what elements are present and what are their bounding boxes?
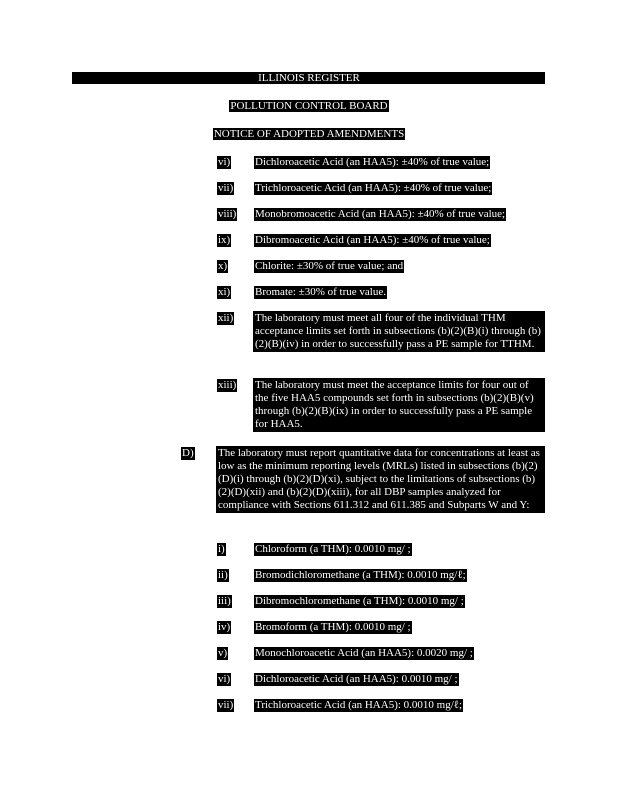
list-item: Chlorite: ±30% of true value; and bbox=[255, 260, 404, 272]
list-item: Bromate: ±30% of true value. bbox=[255, 286, 386, 298]
list-item: Monobromoacetic Acid (an HAA5): ±40% of true value; bbox=[255, 208, 506, 220]
list-marker: vi) bbox=[218, 156, 231, 168]
list-item: Monochloroacetic Acid (an HAA5): 0.0020 mg/ ; bbox=[255, 647, 473, 659]
list-item: Bromodichloromethane (a THM): 0.0010 mg/ℓ; bbox=[255, 569, 466, 581]
list-item: Chloroform (a THM): 0.0010 mg/ ; bbox=[255, 543, 411, 555]
list-item: The laboratory must meet the acceptance limits for four out of the five HAA5 compounds set forth in subsections (b)(2)(B)(v) through (b)(2)(B)(ix) in order to successfully pass a PE sample for HAA5. bbox=[253, 378, 545, 432]
list-marker: xi) bbox=[218, 286, 231, 298]
list-marker: iii) bbox=[218, 595, 231, 607]
list-marker: vii) bbox=[218, 699, 234, 711]
list-marker: x) bbox=[218, 260, 228, 272]
board-title: POLLUTION CONTROL BOARD bbox=[230, 100, 388, 112]
register-title: ILLINOIS REGISTER bbox=[258, 72, 360, 84]
list-item: Dibromochloromethane (a THM): 0.0010 mg/ ; bbox=[255, 595, 464, 607]
list-marker: viii) bbox=[218, 208, 237, 220]
list-marker: xii) bbox=[218, 312, 234, 324]
list-marker: v) bbox=[218, 647, 228, 659]
list-marker: ii) bbox=[218, 569, 228, 581]
list-item: Dichloroacetic Acid (an HAA5): ±40% of true value; bbox=[255, 156, 490, 168]
list-marker: ix) bbox=[218, 234, 231, 246]
notice-title: NOTICE OF ADOPTED AMENDMENTS bbox=[213, 128, 405, 140]
list-item: Bromoform (a THM): 0.0010 mg/ ; bbox=[255, 621, 411, 633]
list-item: Trichloroacetic Acid (an HAA5): 0.0010 mg/ℓ; bbox=[255, 699, 463, 711]
section-paragraph: The laboratory must report quantitative data for concentrations at least as low as the minimum reporting levels (MRLs) listed in subsections (b)(2)(D)(i) through (b)(2)(D)(xi), subject to the limitations of subsections (b)(2)(D)(xii) and (b)(2)(D)(xiii), for all DBP samples analyzed for compliance with Sections 611.312 and 611.385 and Subparts W and Y: bbox=[216, 446, 545, 513]
list-item: Dibromoacetic Acid (an HAA5): ±40% of true value; bbox=[255, 234, 490, 246]
list-marker: iv) bbox=[218, 621, 231, 633]
list-item: Dichloroacetic Acid (an HAA5): 0.0010 mg/ ; bbox=[255, 673, 458, 685]
list-marker: xiii) bbox=[218, 379, 237, 391]
list-marker: i) bbox=[218, 543, 225, 555]
section-marker: D) bbox=[182, 447, 194, 459]
list-item: The laboratory must meet all four of the individual THM acceptance limits set forth in subsections (b)(2)(B)(i) through (b)(2)(B)(iv) in order to successfully pass a PE sample for TTHM. bbox=[253, 311, 545, 352]
board-title-line bbox=[0, 100, 618, 112]
list-item: Trichloroacetic Acid (an HAA5): ±40% of true value; bbox=[255, 182, 492, 194]
list-marker: vii) bbox=[218, 182, 234, 194]
list-marker: vi) bbox=[218, 673, 231, 685]
register-title-line bbox=[0, 72, 618, 84]
notice-title-line bbox=[0, 128, 618, 140]
